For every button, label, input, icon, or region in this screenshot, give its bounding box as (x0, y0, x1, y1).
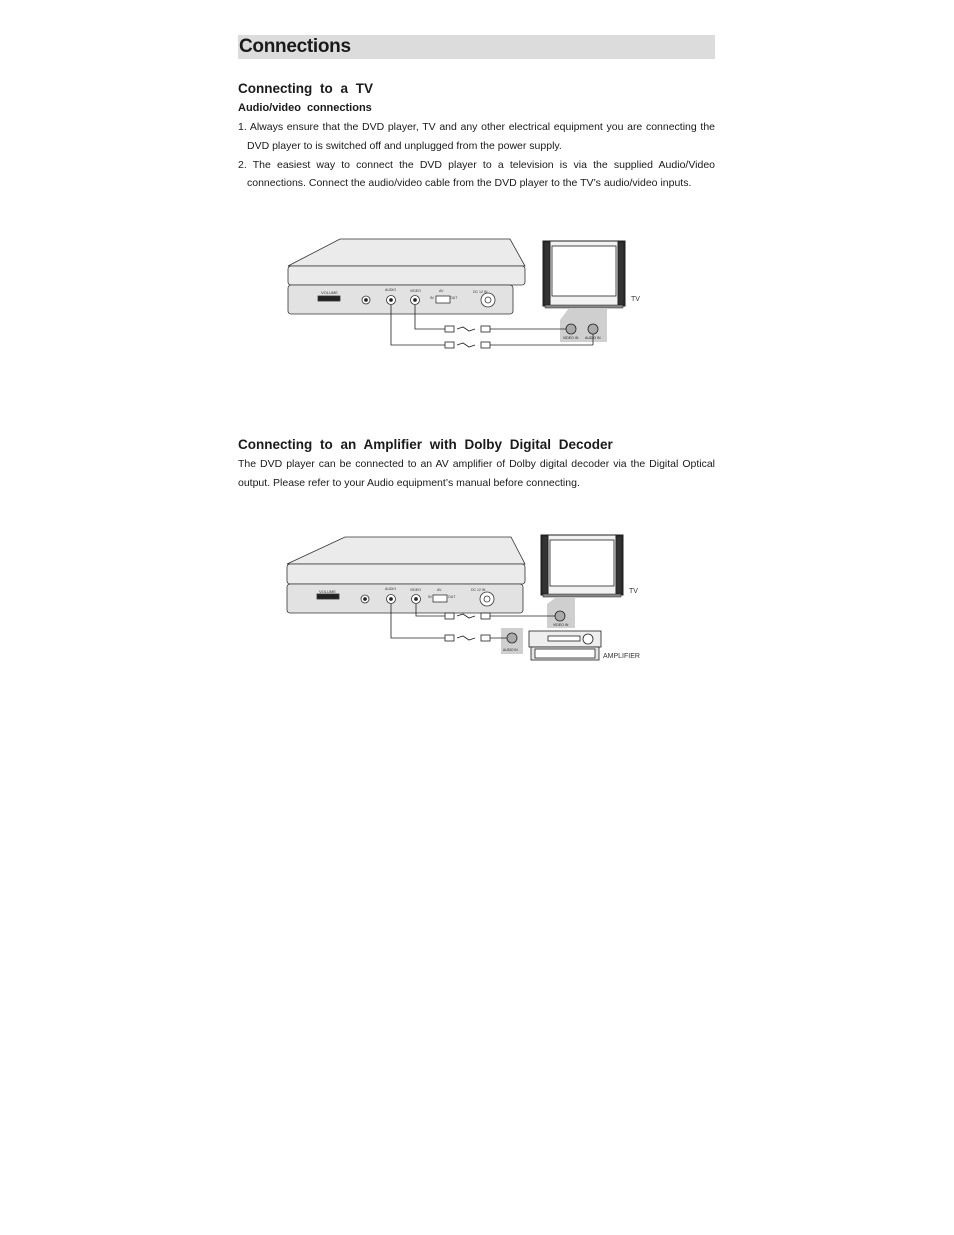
video-jack-label-2: VIDEO (410, 588, 421, 592)
tv-label: TV (631, 296, 640, 303)
tv-audio-in-label: AUDIO IN (585, 336, 601, 340)
av-switch-label-2: AV (437, 588, 442, 592)
tv-audio-in-jack (588, 324, 598, 334)
dc-in-label-2: DC 12 IN (471, 588, 486, 592)
amplifier-label: AMPLIFIER (603, 653, 640, 660)
tv-video-in-label: VIDEO IN (563, 336, 579, 340)
instruction-item-1: 1. Always ensure that the DVD player, TV and any other electrical equipment you are connecting the DVD player to is switched off and unplugged from the power supply. (238, 121, 715, 152)
amplifier-connection-diagram (285, 532, 645, 669)
amp-audio-in-jack (507, 633, 517, 643)
tv-illustration-2 (541, 535, 623, 597)
amplifier-paragraph: The DVD player can be connected to an AV amplifier of Dolby digital decoder via the Digital Optical output. Please refer to your Audio equipment’s manual before connecting. (238, 458, 715, 489)
instruction-list (238, 118, 715, 193)
av-switch-label: AV (439, 289, 444, 293)
av-in-label: IN (430, 296, 434, 300)
volume-label-2: VOLUME (319, 589, 336, 594)
tv-illustration (543, 241, 625, 308)
tv-video-in-label-2: VIDEO IN (553, 623, 569, 627)
dvd-player-illustration-2 (287, 537, 525, 613)
av-out-label-2: OUT (448, 595, 456, 599)
av-in-label-2: IN (428, 595, 432, 599)
amp-audio-in-label: AUDIO IN (503, 648, 518, 652)
subheading-av-connections: Audio/video connections (238, 102, 372, 114)
audio-jack-label-2: AUDIO (385, 587, 397, 591)
instruction-item-2: 2. The easiest way to connect the DVD player to a television is via the supplied Audio/Video connections. Connect the audio/video cable from the DVD player to the TV’s audio/video inputs. (238, 158, 715, 190)
dc-in-label: DC 12 IN (473, 290, 488, 294)
amplifier-connection-svg (285, 532, 645, 664)
page-title-bar (238, 35, 715, 59)
av-out-label: OUT (450, 296, 458, 300)
page-title: Connections (239, 36, 351, 57)
tv-connection-diagram (285, 236, 645, 356)
tv-connection-svg (285, 236, 645, 351)
video-jack-label: VIDEO (410, 289, 421, 293)
dvd-player-illustration (288, 239, 525, 314)
tv-video-in-jack-2 (555, 611, 565, 621)
audio-jack-label: AUDIO (385, 288, 397, 292)
volume-label: VOLUME (321, 290, 338, 295)
tv-video-in-jack (566, 324, 576, 334)
section-heading-amplifier: Connecting to an Amplifier with Dolby Digital Decoder (238, 437, 613, 452)
tv-label-2: TV (629, 588, 638, 595)
section-heading-tv: Connecting to a TV (238, 81, 373, 96)
amplifier-illustration (529, 631, 601, 660)
